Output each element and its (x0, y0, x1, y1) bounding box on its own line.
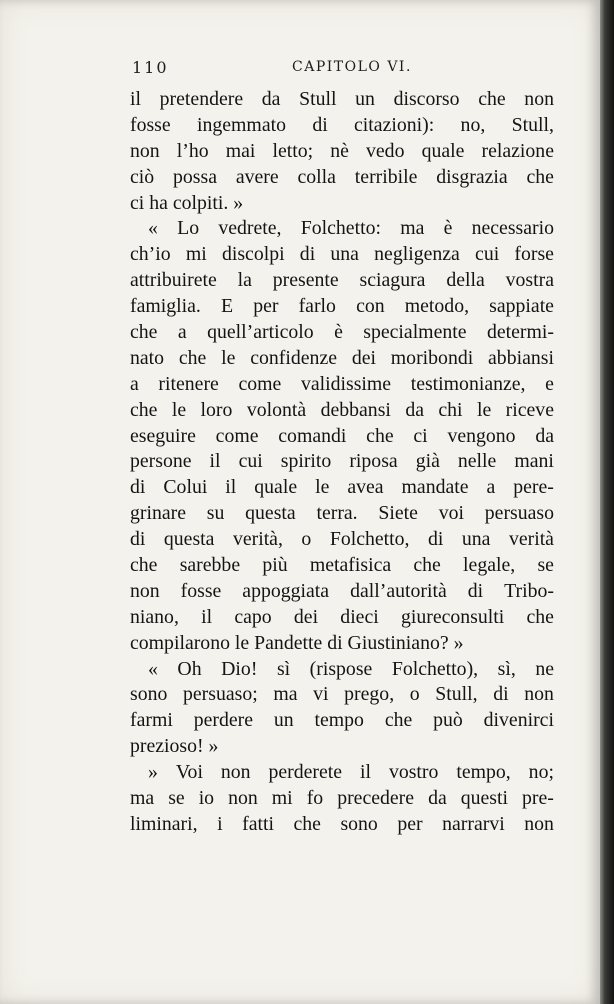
word: l’ho (176, 139, 209, 162)
word: sono (340, 812, 378, 835)
word: di (312, 113, 328, 136)
word: attribuirete (130, 269, 217, 292)
word: che (130, 321, 158, 344)
word: ritenere (158, 372, 219, 395)
word: ingemmato (196, 113, 286, 136)
word: ch’io (130, 243, 171, 266)
word: può (433, 709, 463, 732)
word: le (221, 346, 236, 369)
word: » (148, 761, 158, 784)
word: io (198, 787, 215, 810)
word: di (299, 243, 316, 266)
word: sì (276, 657, 291, 680)
word: Stull, (511, 113, 554, 136)
word: questa (163, 528, 215, 551)
word: validissime (300, 372, 392, 395)
word: avea (347, 476, 384, 499)
text-line (130, 501, 554, 527)
word: non (220, 761, 251, 784)
word: fatti (242, 812, 274, 835)
word: legale, (463, 554, 516, 577)
word: ciò (130, 165, 155, 188)
word: voi (438, 502, 465, 525)
word: vedrete, (218, 217, 282, 240)
word: sono (130, 683, 168, 706)
word: mi (185, 243, 207, 266)
word: discorso (393, 88, 460, 110)
text-line: prezioso! » (130, 735, 219, 758)
word: niano, (130, 605, 179, 628)
word: la (237, 269, 252, 292)
word: sciagura (359, 269, 426, 292)
word: tempo (314, 709, 364, 732)
word: Folchetto: (300, 217, 381, 240)
word: di (130, 528, 146, 551)
word: loro (200, 398, 233, 421)
word: non (524, 88, 554, 110)
word: negligenza (374, 243, 460, 266)
word: pere- (513, 476, 554, 499)
word: non (524, 683, 554, 706)
body-text (130, 87, 554, 838)
word: non (228, 787, 258, 810)
word: cui (238, 450, 263, 473)
word: sappiate (489, 295, 554, 318)
word: persuaso; (183, 683, 258, 706)
word: della (446, 269, 485, 292)
word: liminari, (130, 812, 198, 835)
word: che (478, 88, 506, 110)
word: come (215, 424, 259, 447)
word: volontà (246, 398, 307, 421)
word: eseguire (130, 424, 196, 447)
word: una (330, 243, 359, 266)
word: giureconsulti (400, 605, 505, 628)
word: metodo, (404, 295, 470, 318)
text-line (130, 424, 554, 450)
word: persone (130, 450, 192, 473)
word: non (130, 139, 160, 162)
word: che (178, 346, 207, 369)
word: specialmente (363, 321, 467, 344)
word: citazioni): (354, 113, 435, 136)
word: nè (330, 139, 349, 162)
text-line (130, 708, 554, 734)
word: debbansi (320, 398, 391, 421)
word: terra. (316, 502, 358, 525)
word: famiglia. (130, 295, 201, 318)
word: cui (475, 243, 500, 266)
word: spirito (280, 450, 332, 473)
word: no, (460, 113, 486, 136)
word: fo (306, 787, 324, 810)
word: da (428, 787, 447, 810)
word: su (206, 502, 225, 525)
word: che (413, 554, 441, 577)
word: se (168, 787, 185, 810)
word: ma (130, 787, 155, 810)
word: ma (400, 217, 425, 240)
text-line (130, 165, 554, 191)
word: dieci (340, 605, 379, 628)
word: di (130, 476, 146, 499)
word: colla (297, 165, 336, 188)
text-line (130, 812, 554, 838)
text-line (130, 87, 554, 113)
word: questa (245, 502, 296, 525)
text-line (130, 760, 554, 786)
word: ma (273, 683, 298, 706)
word: mai (225, 139, 256, 162)
word: le (476, 398, 492, 421)
word: come (238, 372, 282, 395)
word: di (427, 528, 444, 551)
text-line (130, 320, 554, 346)
word: Stull, (435, 683, 478, 706)
text-line: compilarono le Pandette di Giustiniano? » (130, 631, 464, 654)
word: quell’articolo (207, 321, 314, 344)
word: perdere (193, 709, 253, 732)
word: determi- (486, 321, 554, 344)
text-line (130, 553, 554, 579)
word: riposa (349, 450, 398, 473)
word: a (130, 372, 139, 395)
word: dei (351, 346, 376, 369)
word: Oh (177, 657, 202, 680)
page-edge-shadow (600, 0, 614, 1004)
word: nato (130, 346, 165, 369)
word: non (130, 579, 160, 602)
word: vi (313, 683, 329, 706)
word: è (443, 217, 453, 240)
word: che (366, 424, 394, 447)
word: grinare (130, 502, 187, 525)
word: verità (508, 528, 554, 551)
word: possa (173, 165, 217, 188)
text-line (130, 605, 554, 631)
word: divenirci (483, 709, 554, 732)
word: precedere (337, 787, 415, 810)
text-line (130, 346, 554, 372)
text-line (130, 475, 554, 501)
text-line (130, 372, 554, 398)
word: confidenze (250, 346, 337, 369)
word: non (524, 812, 554, 835)
word: tempo, (456, 761, 511, 784)
word: il (360, 761, 372, 784)
word: Folchetto), (391, 657, 479, 680)
word: E (220, 295, 234, 318)
text-line (130, 268, 554, 294)
word: con (356, 295, 385, 318)
text-line (130, 242, 554, 268)
word: comandi (278, 424, 347, 447)
word: vedo (366, 139, 405, 162)
word: è (334, 321, 343, 344)
text-line: ci ha colpiti. » (130, 191, 244, 214)
word: già (415, 450, 440, 473)
word: questi (460, 787, 509, 810)
word: se (537, 554, 554, 577)
text-line (130, 216, 554, 242)
word: ci (413, 424, 428, 447)
word: pre- (522, 787, 554, 810)
word: pretendere (159, 88, 244, 110)
word: fosse (180, 579, 222, 602)
text-line (130, 682, 554, 708)
text-line (130, 579, 554, 605)
word: relazione (481, 139, 554, 162)
word: Stull (299, 88, 337, 110)
text-line (130, 449, 554, 475)
word: avere (235, 165, 279, 188)
word: Folchetto, (329, 528, 410, 551)
word: da (405, 398, 424, 421)
word: Tribo- (504, 579, 554, 602)
word: che (526, 165, 554, 188)
word: vengono (447, 424, 516, 447)
word: che (130, 398, 158, 421)
word: terribile (354, 165, 418, 188)
word: il (225, 476, 237, 499)
word: ne (535, 657, 554, 680)
word: no; (528, 761, 554, 784)
word: una (461, 528, 491, 551)
word: quale (254, 476, 298, 499)
word: di (493, 683, 509, 706)
word: da (261, 88, 281, 110)
text-line (130, 294, 554, 320)
word: necessario (471, 217, 554, 240)
page-header (132, 58, 552, 82)
word: metafisica (309, 554, 392, 577)
word: (rispose (309, 657, 373, 680)
word: perderete (268, 761, 343, 784)
running-head: CAPITOLO VI. (292, 59, 412, 75)
word: da (535, 424, 554, 447)
word: disgrazia (436, 165, 508, 188)
word: i (217, 812, 223, 835)
word: o (409, 683, 420, 706)
word: chi (438, 398, 463, 421)
word: Siete (378, 502, 418, 525)
word: un (273, 709, 294, 732)
word: dall’autorità (350, 579, 447, 602)
word: discolpi (221, 243, 285, 266)
word: abbiansi (488, 346, 554, 369)
text-line (130, 657, 554, 683)
word: appoggiata (242, 579, 330, 602)
word: o (301, 528, 312, 551)
word: « (148, 657, 158, 680)
word: il (201, 605, 213, 628)
word: fosse (130, 113, 171, 136)
word: a (486, 476, 496, 499)
text-line (130, 139, 554, 165)
word: le (315, 476, 330, 499)
word: quale (421, 139, 465, 162)
word: a (177, 321, 187, 344)
word: sì, (497, 657, 516, 680)
word: che (293, 812, 321, 835)
word: Lo (177, 217, 200, 240)
word: letto; (272, 139, 314, 162)
word: presente (272, 269, 339, 292)
word: vostro (388, 761, 439, 784)
word: il (130, 88, 141, 110)
word: persuaso (484, 502, 554, 525)
word: che (130, 554, 158, 577)
word: farlo (298, 295, 336, 318)
word: narrarvi (442, 812, 505, 835)
word: moribondi (390, 346, 474, 369)
word: che (526, 605, 554, 628)
word: prego, (344, 683, 395, 706)
word: per (397, 812, 423, 835)
word: Voi (175, 761, 203, 784)
word: testimonianze, (410, 372, 526, 395)
text-line (130, 113, 554, 139)
word: « (148, 217, 158, 240)
word: forse (514, 243, 554, 266)
text-line (130, 527, 554, 553)
word: dei (293, 605, 319, 628)
word: sarebbe (179, 554, 241, 577)
word: verità, (232, 528, 283, 551)
page-number: 110 (132, 58, 169, 77)
word: mi (271, 787, 293, 810)
word: mani (514, 450, 554, 473)
word: riceve (505, 398, 554, 421)
word: per (253, 295, 279, 318)
word: il (209, 450, 221, 473)
text-line (130, 398, 554, 424)
word: un (355, 88, 375, 110)
word: Dio! (221, 657, 258, 680)
word: mandate (401, 476, 469, 499)
word: le (171, 398, 187, 421)
word: vostra (505, 269, 554, 292)
word: Colui (163, 476, 208, 499)
word: farmi (130, 709, 173, 732)
word: e (545, 372, 554, 395)
word: di (467, 579, 484, 602)
word: nelle (457, 450, 497, 473)
word: capo (234, 605, 272, 628)
word: più (262, 554, 288, 577)
text-line (130, 786, 554, 812)
word: che (384, 709, 413, 732)
